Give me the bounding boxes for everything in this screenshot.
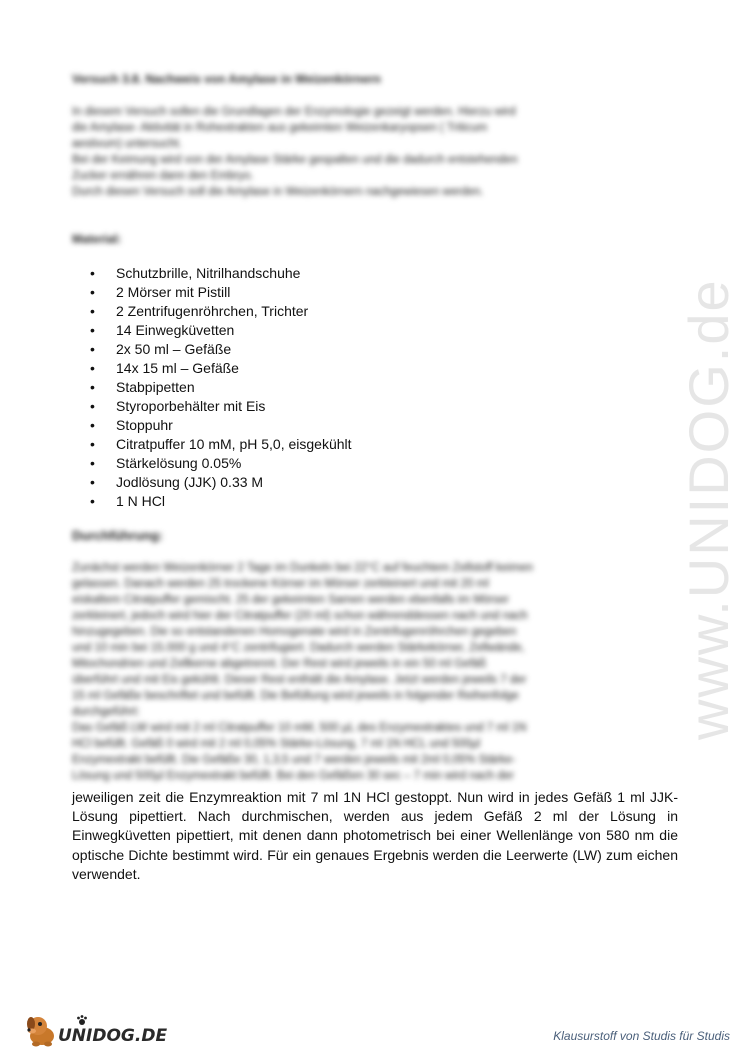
list-item: • Stärkelösung 0.05% [90,454,352,473]
procedure-line: 15 ml Gefäße beschriftet und befüllt. Die Befüllung wird jeweils in folgender Reihenfolge [72,690,519,702]
list-item: • 14x 15 ml – Gefäße [90,359,352,378]
procedure-line: Mitochondrien und Zellkerne abgetrennt. Der Rest wird jeweils in ein 50 ml Gefäß [72,658,487,670]
list-item: • Jodlösung (JJK) 0.33 M [90,473,352,492]
procedure-line: Das Gefäß LW wird mit 2 ml Citratpuffer 10 mM, 500 µL des Enzymextraktes und 7 ml 1N [72,722,527,734]
list-item: • Schutzbrille, Nitrilhandschuhe [90,264,352,283]
procedure-line: und 10 min bei 15.000 g und 4°C zentrifugiert. Dadurch werden Stärkekörner, Zellwände, [72,642,525,654]
procedure-blurred-paragraph [72,560,678,784]
procedure-line: gelassen. Danach werden 25 trockene Körner im Mörser zerkleinert und mit 20 ml [72,578,489,590]
procedure-line: HCl befüllt. Gefäß 0 wird mit 2 ml 0,05% Stärke-Lösung, 7 ml 1N HCL und 500µl [72,738,481,750]
list-item: • Stabpipetten [90,378,352,397]
list-item: • 2 Zentrifugenröhrchen, Trichter [90,302,352,321]
procedure-line: durchgeführt: [72,706,140,718]
intro-line: aestivum) untersucht. [72,138,182,150]
procedure-line: Zunächst werden Weizenkörner 2 Tage im Dunkeln bei 22°C auf feuchtem Zellstoff keimen [72,562,534,574]
list-item: • 14 Einwegküvetten [90,321,352,340]
list-item: • 1 N HCl [90,492,352,511]
material-heading: Material: [72,232,122,246]
procedure-line: überführt und mit Eis gekühlt. Dieser Rest enthält die Amylase. Jetzt werden jeweils 7 der [72,674,527,686]
logo-text: UNIDOG.DE [58,1026,168,1046]
intro-line: die Amylase- Aktivität in Rohextrakten aus gekeimten Weizenkaryopsen ( Triticum [72,122,488,134]
intro-line: In diesem Versuch sollen die Grundlagen der Enzymologie gezeigt werden. Hierzu wird [72,106,516,118]
intro-paragraph [72,104,678,200]
procedure-line: eiskaltem Citratpuffer gemischt. 25 der gekeimten Samen werden ebenfalls im Mörser [72,594,509,606]
materials-list [90,264,352,511]
list-item: • 2 Mörser mit Pistill [90,283,352,302]
procedure-line: Enzymextrakt befüllt. Die Gefäße 30, 1,3,5 und 7 werden jeweils mit 2ml 0,05% Stärke- [72,754,516,766]
list-item: • 2x 50 ml – Gefäße [90,340,352,359]
footer-text: Klausurstoff von Studis für Studis [553,1029,730,1043]
list-item: • Stoppuhr [90,416,352,435]
list-item: • Styroporbehälter mit Eis [90,397,352,416]
intro-line: Bei der Keimung wird von der Amylase Stärke gespalten und die dadurch entstehenden [72,154,518,166]
intro-line: Durch diesen Versuch soll die Amylase in Weizenkörnern nachgewiesen werden. [72,186,484,198]
list-item: • Citratpuffer 10 mM, pH 5,0, eisgekühlt [90,435,352,454]
intro-line: Zucker ernähren dann den Embryo. [72,170,254,182]
unidog-logo [24,1012,174,1052]
document-heading: Versuch 3.8. Nachweis von Amylase in Weizenkörnern [72,72,381,86]
watermark-text: www.UNIDOG.de [677,278,740,740]
procedure-line: hinzugegeben. Die so entstandenen Homogenate wird in Zentrifugenröhrchen gegeben [72,626,517,638]
procedure-line: zerkleinert, jedoch wird hier der Citratpuffer (20 ml) schon währenddessen nach und nach [72,610,528,622]
procedure-visible-paragraph: jeweiligen zeit die Enzymreaktion mit 7 ml 1N HCl gestoppt. Nun wird in jedes Gefäß 1 ml JJK- Lösung pipettiert. Nach durchmischen, werden aus jedem Gefäß 2 ml der Lösung in Einwegküvetten pipettiert, mit denen dann photometrisch bei einer Wellenlänge von 580 nm die optische Dichte bestimmt wird. Für ein genaues Ergebnis werden die Leerwerte (LW) zum eichen verwendet. [72,789,678,882]
paw-icon [76,1014,88,1026]
procedure-heading: Durchführung: [72,528,163,543]
procedure-line: Lösung und 500µl Enzymextrakt befüllt. Bei den Gefäßen 30 sec – 7 min wird nach der [72,770,514,782]
